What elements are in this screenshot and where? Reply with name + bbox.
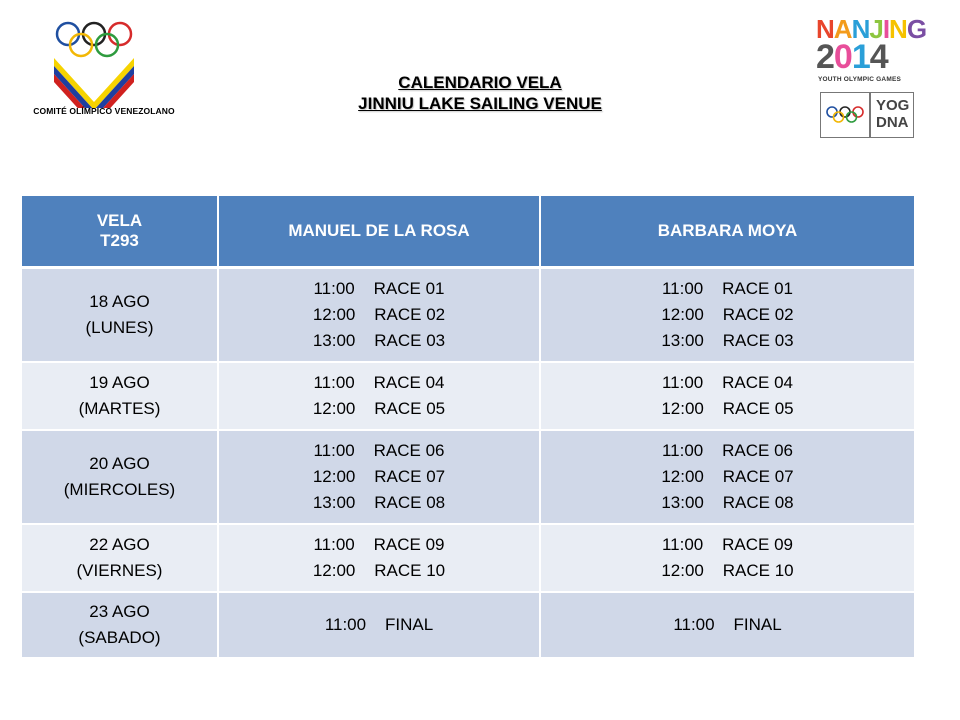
day-cell [22,524,218,592]
year-digit: 0 [833,38,852,76]
race-slot: 12:00 RACE 02 [312,304,446,324]
barbara-schedule-cell [540,268,914,362]
race-slot: 12:00 RACE 10 [661,560,794,580]
olympic-rings-icon [820,92,870,138]
day-weekday: (MIERCOLES) [63,479,176,499]
race-slot: 12:00 RACE 05 [312,398,446,418]
day-date: 23 AGO [89,601,150,621]
wordmark-letter: J [869,14,883,44]
day-weekday: (SABADO) [78,627,161,647]
race-slot: 11:00 FINAL [673,614,782,634]
race-slot: 11:00 RACE 09 [661,534,794,554]
barbara-schedule-cell [540,362,914,430]
manuel-schedule-cell [218,430,540,524]
race-slot: 11:00 FINAL [324,614,434,634]
coe-logo [18,18,190,128]
table-row [22,362,914,430]
wordmark-letter: N [851,14,870,44]
barbara-schedule-cell [540,524,914,592]
manuel-schedule-cell [218,524,540,592]
race-slot: 11:00 RACE 06 [313,440,445,460]
race-slot: 12:00 RACE 07 [661,466,794,486]
schedule-table [22,196,914,659]
race-slot: 11:00 RACE 01 [661,278,794,298]
day-weekday: (VIERNES) [76,560,163,580]
nanjing-year [816,38,888,77]
header-vela-line1: VELA [96,211,143,230]
race-slot: 13:00 RACE 03 [312,330,446,350]
barbara-schedule-cell [540,592,914,658]
race-slot: 11:00 RACE 09 [313,534,445,554]
coe-caption: COMITÉ OLÍMPICO VENEZOLANO [33,106,175,116]
day-cell [22,430,218,524]
day-cell [22,592,218,658]
race-slot: 12:00 RACE 10 [312,560,446,580]
wordmark-letter: A [833,14,852,44]
wordmark-letter: N [816,14,834,44]
wordmark-letter: G [906,14,927,44]
yog-subtitle: YOUTH OLYMPIC GAMES [818,76,902,83]
year-digit: 2 [816,38,834,76]
race-slot: 12:00 RACE 07 [312,466,446,486]
header-barbara: BARBARA MOYA [540,196,914,268]
barbara-schedule-cell [540,430,914,524]
race-slot: 11:00 RACE 01 [313,278,445,298]
olympic-rings-venezuela-icon [46,18,162,108]
header-vela-line2: T293 [100,231,139,250]
wordmark-letter: N [889,14,907,44]
table-row [22,268,914,362]
day-cell [22,268,218,362]
day-date: 22 AGO [89,534,150,554]
race-slot: 11:00 RACE 04 [661,372,794,392]
day-date: 18 AGO [89,291,150,311]
table-row [22,430,914,524]
table-row [22,524,914,592]
wordmark-letter: I [882,14,890,44]
race-slot: 12:00 RACE 05 [661,398,794,418]
race-slot: 13:00 RACE 03 [661,330,794,350]
dna-label: DNA [876,114,909,131]
day-cell [22,362,218,430]
year-digit: 1 [851,38,870,76]
table-row [22,592,914,658]
race-slot: 11:00 RACE 06 [661,440,794,460]
table-header-row [22,196,914,268]
manuel-schedule-cell [218,268,540,362]
year-digit: 4 [869,38,888,76]
day-weekday: (LUNES) [85,317,154,337]
yog-dna-badge [870,92,914,138]
nanjing-2014-logo [812,12,927,140]
yog-label: YOG [876,97,910,114]
page-title [300,72,660,114]
race-slot: 13:00 RACE 08 [661,492,794,512]
day-weekday: (MARTES) [78,398,161,418]
manuel-schedule-cell [218,592,540,658]
title-line-1: CALENDARIO VELA [398,73,562,92]
header-manuel: MANUEL DE LA ROSA [218,196,540,268]
title-line-2: JINNIU LAKE SAILING VENUE [358,94,602,113]
race-slot: 12:00 RACE 02 [661,304,794,324]
header-vela [22,196,218,268]
race-slot: 11:00 RACE 04 [313,372,445,392]
day-date: 19 AGO [89,372,150,392]
race-slot: 13:00 RACE 08 [312,492,446,512]
manuel-schedule-cell [218,362,540,430]
day-date: 20 AGO [89,453,150,473]
